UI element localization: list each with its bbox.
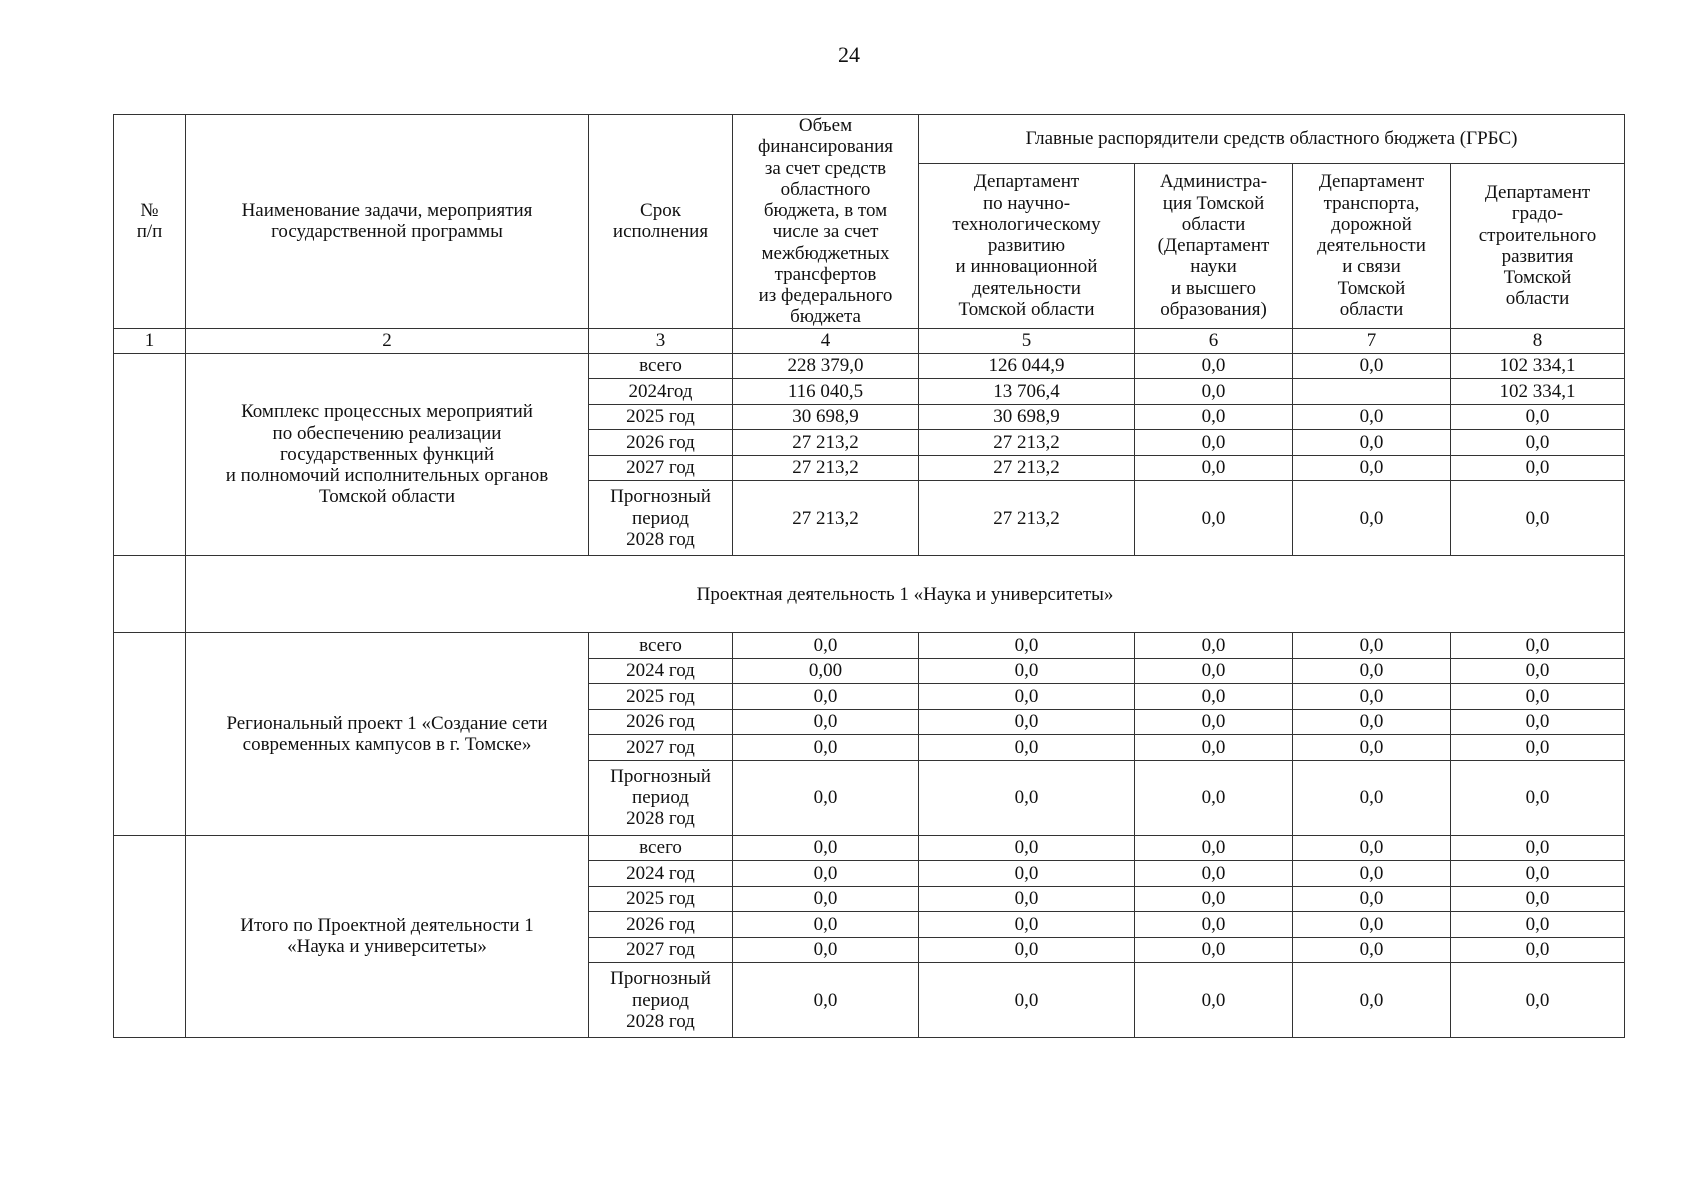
volume-cell: 0,0 <box>733 835 919 861</box>
grbs-transport-cell: 0,0 <box>1293 353 1451 379</box>
grbs-construction-cell: 0,0 <box>1451 404 1625 430</box>
grbs-administration-cell: 0,0 <box>1135 684 1293 710</box>
grbs-science-cell: 0,0 <box>919 937 1135 963</box>
volume-cell: 0,0 <box>733 760 919 835</box>
row-number-cell <box>114 835 186 1038</box>
block-title: Региональный проект 1 «Создание сети современных кампусов в г. Томске» <box>186 633 589 836</box>
header-grbs-group: Главные распорядители средств областного бюджета (ГРБС) <box>919 115 1625 164</box>
volume-cell: 0,0 <box>733 861 919 887</box>
term-cell: 2024 год <box>589 861 733 887</box>
table-row <box>114 633 1625 659</box>
row-number-cell <box>114 353 186 556</box>
row-number-cell <box>114 633 186 836</box>
grbs-science-cell: 126 044,9 <box>919 353 1135 379</box>
grbs-construction-cell: 0,0 <box>1451 735 1625 761</box>
grbs-construction-cell: 0,0 <box>1451 886 1625 912</box>
grbs-science-cell: 27 213,2 <box>919 430 1135 456</box>
grbs-transport-cell: 0,0 <box>1293 912 1451 938</box>
volume-cell: 0,0 <box>733 963 919 1038</box>
grbs-administration-cell: 0,0 <box>1135 760 1293 835</box>
volume-cell: 0,0 <box>733 633 919 659</box>
grbs-science-cell: 0,0 <box>919 658 1135 684</box>
grbs-construction-cell: 0,0 <box>1451 455 1625 481</box>
term-cell: Прогнозный период 2028 год <box>589 963 733 1038</box>
grbs-construction-cell: 0,0 <box>1451 835 1625 861</box>
term-cell: всего <box>589 835 733 861</box>
grbs-construction-cell: 0,0 <box>1451 760 1625 835</box>
grbs-administration-cell: 0,0 <box>1135 963 1293 1038</box>
grbs-construction-cell: 0,0 <box>1451 481 1625 556</box>
grbs-administration-cell: 0,0 <box>1135 886 1293 912</box>
row-number-cell <box>114 556 186 633</box>
grbs-transport-cell: 0,0 <box>1293 886 1451 912</box>
grbs-science-cell: 0,0 <box>919 861 1135 887</box>
volume-cell: 0,0 <box>733 735 919 761</box>
section-row <box>114 556 1625 633</box>
term-cell: 2024год <box>589 379 733 405</box>
table-row <box>114 835 1625 861</box>
grbs-construction-cell: 0,0 <box>1451 709 1625 735</box>
block-title: Итого по Проектной деятельности 1 «Наука и университеты» <box>186 835 589 1038</box>
grbs-construction-cell: 0,0 <box>1451 912 1625 938</box>
grbs-science-cell: 0,0 <box>919 963 1135 1038</box>
volume-cell: 228 379,0 <box>733 353 919 379</box>
grbs-transport-cell: 0,0 <box>1293 835 1451 861</box>
volume-cell: 116 040,5 <box>733 379 919 405</box>
grbs-administration-cell: 0,0 <box>1135 709 1293 735</box>
grbs-transport-cell: 0,0 <box>1293 633 1451 659</box>
col-number: 5 <box>919 328 1135 353</box>
term-cell: 2027 год <box>589 937 733 963</box>
volume-cell: 0,0 <box>733 937 919 963</box>
grbs-administration-cell: 0,0 <box>1135 912 1293 938</box>
grbs-science-cell: 13 706,4 <box>919 379 1135 405</box>
grbs-transport-cell <box>1293 379 1451 405</box>
term-cell: 2027 год <box>589 455 733 481</box>
term-cell: 2025 год <box>589 684 733 710</box>
volume-cell: 0,0 <box>733 886 919 912</box>
col-number: 6 <box>1135 328 1293 353</box>
volume-cell: 30 698,9 <box>733 404 919 430</box>
section-title: Проектная деятельность 1 «Наука и университеты» <box>186 556 1625 633</box>
header-term: Срок исполнения <box>589 115 733 329</box>
grbs-transport-cell: 0,0 <box>1293 481 1451 556</box>
volume-cell: 0,0 <box>733 912 919 938</box>
grbs-transport-cell: 0,0 <box>1293 735 1451 761</box>
grbs-construction-cell: 102 334,1 <box>1451 353 1625 379</box>
grbs-administration-cell: 0,0 <box>1135 937 1293 963</box>
grbs-science-cell: 0,0 <box>919 684 1135 710</box>
term-cell: Прогнозный период 2028 год <box>589 481 733 556</box>
grbs-administration-cell: 0,0 <box>1135 633 1293 659</box>
grbs-science-cell: 0,0 <box>919 735 1135 761</box>
header-name: Наименование задачи, мероприятия государственной программы <box>186 115 589 329</box>
grbs-administration-cell: 0,0 <box>1135 481 1293 556</box>
grbs-administration-cell: 0,0 <box>1135 658 1293 684</box>
grbs-transport-cell: 0,0 <box>1293 709 1451 735</box>
term-cell: 2026 год <box>589 430 733 456</box>
grbs-transport-cell: 0,0 <box>1293 404 1451 430</box>
volume-cell: 27 213,2 <box>733 430 919 456</box>
term-cell: всего <box>589 633 733 659</box>
grbs-construction-cell: 0,0 <box>1451 861 1625 887</box>
header-volume: Объем финансирования за счет средств областного бюджета, в том числе за счет межбюджетных трансфертов из федерального бюджета <box>733 115 919 329</box>
col-number: 2 <box>186 328 589 353</box>
grbs-administration-cell: 0,0 <box>1135 353 1293 379</box>
grbs-construction-cell: 102 334,1 <box>1451 379 1625 405</box>
grbs-science-cell: 0,0 <box>919 886 1135 912</box>
grbs-construction-cell: 0,0 <box>1451 963 1625 1038</box>
grbs-construction-cell: 0,0 <box>1451 430 1625 456</box>
grbs-science-cell: 0,0 <box>919 633 1135 659</box>
grbs-transport-cell: 0,0 <box>1293 658 1451 684</box>
term-cell: 2026 год <box>589 912 733 938</box>
term-cell: 2025 год <box>589 886 733 912</box>
col-number: 8 <box>1451 328 1625 353</box>
volume-cell: 0,00 <box>733 658 919 684</box>
grbs-science-cell: 0,0 <box>919 835 1135 861</box>
grbs-transport-cell: 0,0 <box>1293 861 1451 887</box>
grbs-science-cell: 0,0 <box>919 760 1135 835</box>
grbs-science-cell: 0,0 <box>919 709 1135 735</box>
header-grbs-construction: Департамент градо- строительного развития Томской области <box>1451 164 1625 329</box>
grbs-administration-cell: 0,0 <box>1135 379 1293 405</box>
term-cell: 2027 год <box>589 735 733 761</box>
grbs-science-cell: 27 213,2 <box>919 455 1135 481</box>
grbs-transport-cell: 0,0 <box>1293 430 1451 456</box>
column-numbers-row <box>114 328 1625 353</box>
grbs-administration-cell: 0,0 <box>1135 404 1293 430</box>
grbs-administration-cell: 0,0 <box>1135 735 1293 761</box>
grbs-administration-cell: 0,0 <box>1135 861 1293 887</box>
grbs-transport-cell: 0,0 <box>1293 760 1451 835</box>
grbs-science-cell: 30 698,9 <box>919 404 1135 430</box>
grbs-construction-cell: 0,0 <box>1451 633 1625 659</box>
term-cell: 2026 год <box>589 709 733 735</box>
table-header-row <box>114 115 1625 164</box>
header-num: № п/п <box>114 115 186 329</box>
volume-cell: 0,0 <box>733 684 919 710</box>
block-title: Комплекс процессных мероприятий по обеспечению реализации государственных функций и полномочий исполнительных органов Томской области <box>186 353 589 556</box>
col-number: 4 <box>733 328 919 353</box>
grbs-science-cell: 0,0 <box>919 912 1135 938</box>
volume-cell: 0,0 <box>733 709 919 735</box>
col-number: 1 <box>114 328 186 353</box>
grbs-administration-cell: 0,0 <box>1135 430 1293 456</box>
grbs-construction-cell: 0,0 <box>1451 937 1625 963</box>
grbs-administration-cell: 0,0 <box>1135 835 1293 861</box>
term-cell: 2024 год <box>589 658 733 684</box>
term-cell: 2025 год <box>589 404 733 430</box>
grbs-construction-cell: 0,0 <box>1451 684 1625 710</box>
grbs-administration-cell: 0,0 <box>1135 455 1293 481</box>
term-cell: Прогнозный период 2028 год <box>589 760 733 835</box>
header-grbs-transport: Департамент транспорта, дорожной деятельности и связи Томской области <box>1293 164 1451 329</box>
grbs-transport-cell: 0,0 <box>1293 455 1451 481</box>
col-number: 3 <box>589 328 733 353</box>
header-grbs-science: Департамент по научно- технологическому развитию и инновационной деятельности Томской области <box>919 164 1135 329</box>
table-row <box>114 353 1625 379</box>
grbs-construction-cell: 0,0 <box>1451 658 1625 684</box>
grbs-transport-cell: 0,0 <box>1293 963 1451 1038</box>
page-number: 24 <box>838 42 860 67</box>
header-grbs-administration: Администра- ция Томской области (Департамент науки и высшего образования) <box>1135 164 1293 329</box>
financing-table <box>113 114 1625 1038</box>
grbs-science-cell: 27 213,2 <box>919 481 1135 556</box>
col-number: 7 <box>1293 328 1451 353</box>
grbs-transport-cell: 0,0 <box>1293 684 1451 710</box>
volume-cell: 27 213,2 <box>733 481 919 556</box>
grbs-transport-cell: 0,0 <box>1293 937 1451 963</box>
volume-cell: 27 213,2 <box>733 455 919 481</box>
term-cell: всего <box>589 353 733 379</box>
